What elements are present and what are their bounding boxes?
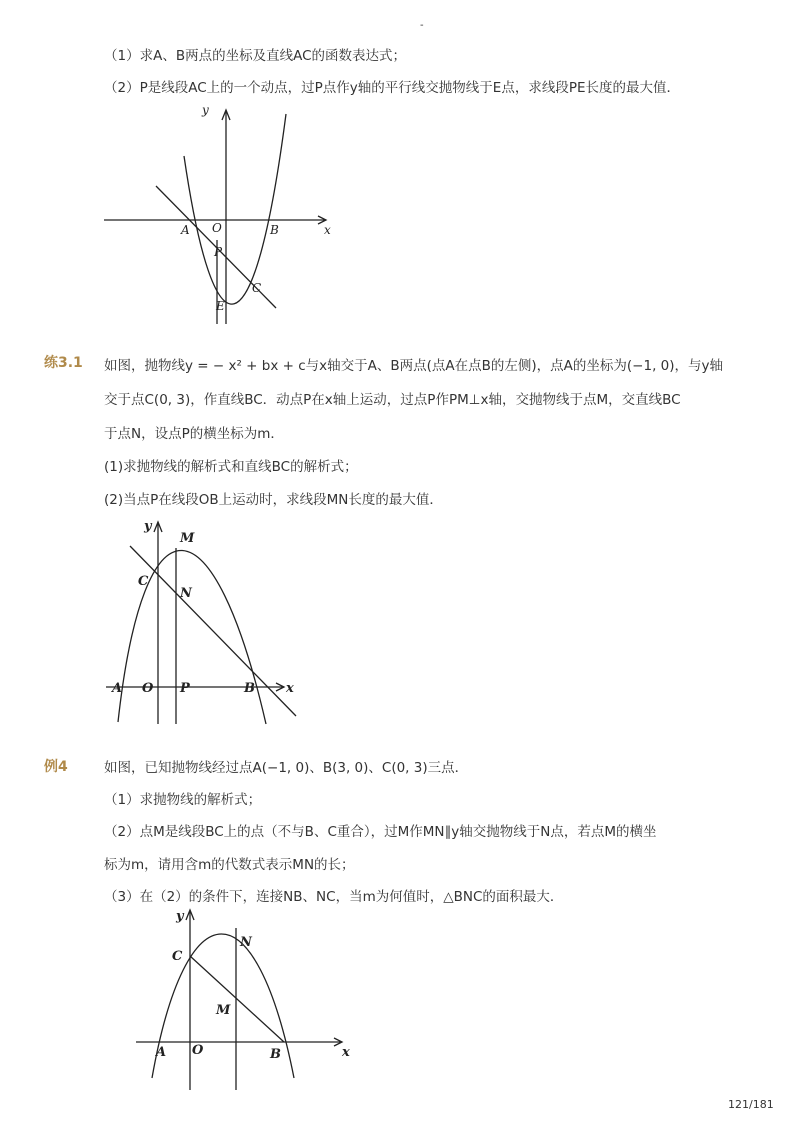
label-c: C [252, 281, 262, 295]
label-a: A [156, 1045, 167, 1060]
ex31-line-5: (2)当点P在线段OB上运动时，求线段MN长度的最大值． [104, 492, 443, 508]
example-label-4: 例4 [44, 759, 68, 775]
label-b: B [270, 223, 279, 237]
label-y: y [144, 519, 152, 534]
ex31-line-3: 于点N，设点P的横坐标为m． [104, 426, 284, 442]
ex31-line-2: 交于点C(0, 3)，作直线BC．动点P在x轴上运动，过点P作PM⊥x轴，交抛物线于点M，交直线BC [104, 392, 681, 408]
ex31-line-1: 如图，抛物线y = − x² + bx + c与x轴交于A、B两点(点A在点B的左侧)，点A的坐标为(−1, 0)，与y轴 [104, 358, 724, 374]
label-y: y [202, 103, 209, 117]
q-top-line-2: （2）P是线段AC上的一个动点，过P点作y轴的平行线交抛物线于E点，求线段PE长度的最大值． [104, 80, 680, 96]
label-x: x [286, 681, 294, 696]
ex4-line-5: （3）在（2）的条件下，连接NB、NC，当m为何值时，△BNC的面积最大． [104, 889, 564, 905]
ex4-line-4: 标为m，请用含m的代数式表示MN的长； [104, 857, 355, 873]
ex4-line-1: 如图，已知抛物线经过点A(−1, 0)、B(3, 0)、C(0, 3)三点． [104, 760, 469, 776]
exercise-label-3-1: 练3.1 [44, 355, 83, 371]
label-o: O [212, 221, 222, 235]
label-p: P [180, 681, 190, 696]
ex4-line-2: （1）求抛物线的解析式； [104, 792, 262, 808]
page-number: 121/181 [728, 1098, 774, 1111]
label-b: B [244, 681, 255, 696]
label-b: B [270, 1047, 281, 1062]
ex31-line-4: (1)求抛物线的解析式和直线BC的解析式； [104, 459, 358, 475]
label-c: C [138, 574, 149, 589]
label-x: x [342, 1045, 350, 1060]
label-o: O [142, 681, 154, 696]
label-p: P [214, 245, 223, 259]
label-x: x [324, 223, 331, 237]
label-o: O [192, 1043, 204, 1058]
label-a: A [112, 681, 123, 696]
label-c: C [172, 949, 183, 964]
label-m: M [180, 531, 195, 546]
label-n: N [240, 935, 252, 950]
label-a: A [181, 223, 190, 237]
figure-ex31 [104, 518, 304, 728]
label-e: E [216, 299, 225, 313]
line-bc [190, 956, 284, 1042]
figure-ex4 [126, 906, 356, 1091]
ex4-line-3: （2）点M是线段BC上的点（不与B、C重合），过M作MN∥y轴交抛物线于N点，若点M的横坐 [104, 824, 657, 840]
q-top-line-1: （1）求A、B两点的坐标及直线AC的函数表达式； [104, 48, 407, 64]
line-bc [130, 546, 296, 716]
label-y: y [176, 909, 184, 924]
figure-top [104, 104, 344, 324]
label-n: N [180, 586, 192, 601]
label-m: M [216, 1003, 231, 1018]
header-mark: - [420, 20, 424, 31]
parabola [184, 114, 286, 304]
